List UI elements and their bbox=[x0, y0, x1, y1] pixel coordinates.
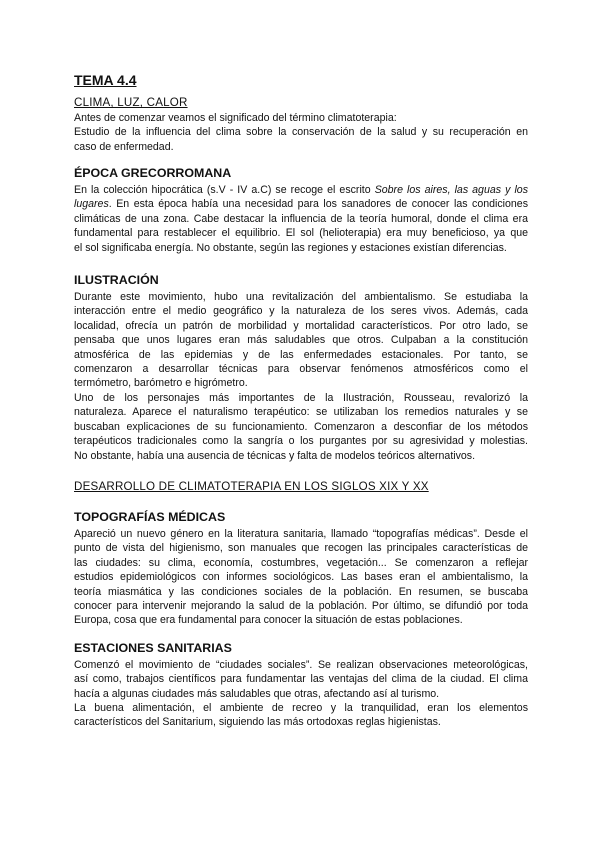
text-line: naturaleza. Aparece el naturalismo terapéutico: se utilizaban los remedios naturales y se bbox=[74, 406, 528, 419]
paragraph-ilustracion-2 bbox=[74, 391, 528, 463]
italic-book-title: Sobre los aires, las aguas y los bbox=[374, 184, 528, 196]
text-line: caso de enfermedad. bbox=[74, 140, 174, 153]
text-segment: . En esta época había una necesidad para los sanadores de conocer las condiciones bbox=[108, 198, 528, 211]
text-line: punto de vista del higienismo, son manuales que recogen las principales características de bbox=[74, 542, 528, 555]
text-line: La buena alimentación, el ambiente de recreo y la tranquilidad, eran los elementos bbox=[74, 702, 528, 714]
text-line: teoría miasmática y las condiciones sociales de la población. En resumen, se buscaba bbox=[74, 585, 528, 598]
text-line bbox=[74, 183, 528, 197]
paragraph-estaciones-2 bbox=[74, 701, 528, 730]
text-line: hacía a algunas ciudades más saludables que otras, afectando así al turismo. bbox=[74, 687, 440, 700]
text-line: Comenzó el movimiento de “ciudades sociales”. Se realizan observaciones meteorológicas, bbox=[74, 659, 528, 671]
heading-estaciones-sanitarias: ESTACIONES SANITARIAS bbox=[74, 641, 232, 655]
paragraph-ilustracion-1 bbox=[74, 290, 528, 391]
text-line: característicos del Sanitarium, siguiendo las más ortodoxas reglas higienistas. bbox=[74, 716, 441, 729]
text-line: Uno de los personajes más importantes de la Ilustración, Rousseau, revalorizó la bbox=[74, 392, 528, 404]
paragraph-grecorromana bbox=[74, 183, 528, 255]
text-line: interacción entre el medio geográfico y la naturaleza de los seres vivos. Además, cada bbox=[74, 305, 528, 318]
text-line: Estudio de la influencia del clima sobre la conservación de la salud y su recuperación en bbox=[74, 126, 528, 139]
text-line bbox=[74, 197, 528, 211]
paragraph-topografias bbox=[74, 527, 528, 628]
intro-paragraph bbox=[74, 111, 528, 154]
italic-book-title: lugares bbox=[74, 198, 109, 211]
text-line: conocer para intervenir mejorando la salud de la población. Por último, se difundió por toda bbox=[74, 599, 528, 612]
text-line: las ciudades: su clima, economía, costumbres, vegetación... Se comenzaron a reflejar bbox=[74, 556, 528, 569]
heading-topografias-medicas: TOPOGRAFÍAS MÉDICAS bbox=[74, 510, 226, 524]
text-line: Europa, cosa que era fundamental para conocer la situación de estas poblaciones. bbox=[74, 614, 463, 627]
text-line: buscaban explicaciones de su funcionamiento. Comenzaron a desconfiar de los métodos bbox=[74, 420, 528, 433]
text-line: termómetro, barómetro e higrómetro. bbox=[74, 377, 248, 390]
document-title: TEMA 4.4 bbox=[74, 72, 137, 88]
text-line: No obstante, había una ausencia de técnicas y falta de modelos teóricos alternativos. bbox=[74, 449, 476, 462]
section-subtitle-clima: CLIMA, LUZ, CALOR bbox=[74, 96, 188, 109]
text-line: fundamental para restablecer el equilibrio. El sol (helioterapia) era muy beneficioso, ya que bbox=[74, 227, 528, 240]
text-line: pensaba que unos lugares eran más saludables que otros. Culpaban a la constitución bbox=[74, 334, 528, 347]
text-line: localidad, ofrecía un patrón de morbilidad y mortalidad característicos. Por otro lado, se bbox=[74, 319, 528, 332]
text-line: Apareció un nuevo género en la literatura sanitaria, llamado “topografías médicas”. Desde el bbox=[74, 528, 528, 540]
heading-epoca-grecorromana: ÉPOCA GRECORROMANA bbox=[74, 166, 232, 180]
text-line: Durante este movimiento, hubo una revitalización del ambientalismo. Se estudiaba la bbox=[74, 291, 528, 303]
paragraph-estaciones-1 bbox=[74, 658, 528, 701]
text-line: terapéuticos tradicionales como la sangría o los purgantes por su agresividad y molestias. bbox=[74, 435, 528, 448]
text-line: estudios epidemiológicos con informes sociológicos. Las bases eran el ambientalismo, la bbox=[74, 571, 528, 584]
heading-ilustracion: ILUSTRACIÓN bbox=[74, 273, 159, 287]
text-segment: En la colección hipocrática (s.V - IV a.C) se recoge el escrito bbox=[74, 184, 375, 196]
text-line: atmosférica de las epidemias y de las enfermedades estacionales. Por tanto, se bbox=[74, 348, 528, 361]
text-line: Antes de comenzar veamos el significado del término climatoterapia: bbox=[74, 112, 397, 124]
text-line: climáticas de una zona. Cabe destacar la influencia de la teoría humoral, donde el clima era bbox=[74, 212, 528, 225]
text-line: comenzaron a desarrollar técnicas para observar fenómenos atmosféricos como el bbox=[74, 362, 528, 375]
section-subtitle-desarrollo: DESARROLLO DE CLIMATOTERAPIA EN LOS SIGLOS XIX Y XX bbox=[74, 480, 429, 493]
text-line: así como, trabajos científicos para fundamentar las ventajas del clima de la ciudad. El clima bbox=[74, 673, 528, 686]
text-line: el sol significaba energía. No obstante, según las regiones y estaciones existían diferencias. bbox=[74, 241, 507, 254]
